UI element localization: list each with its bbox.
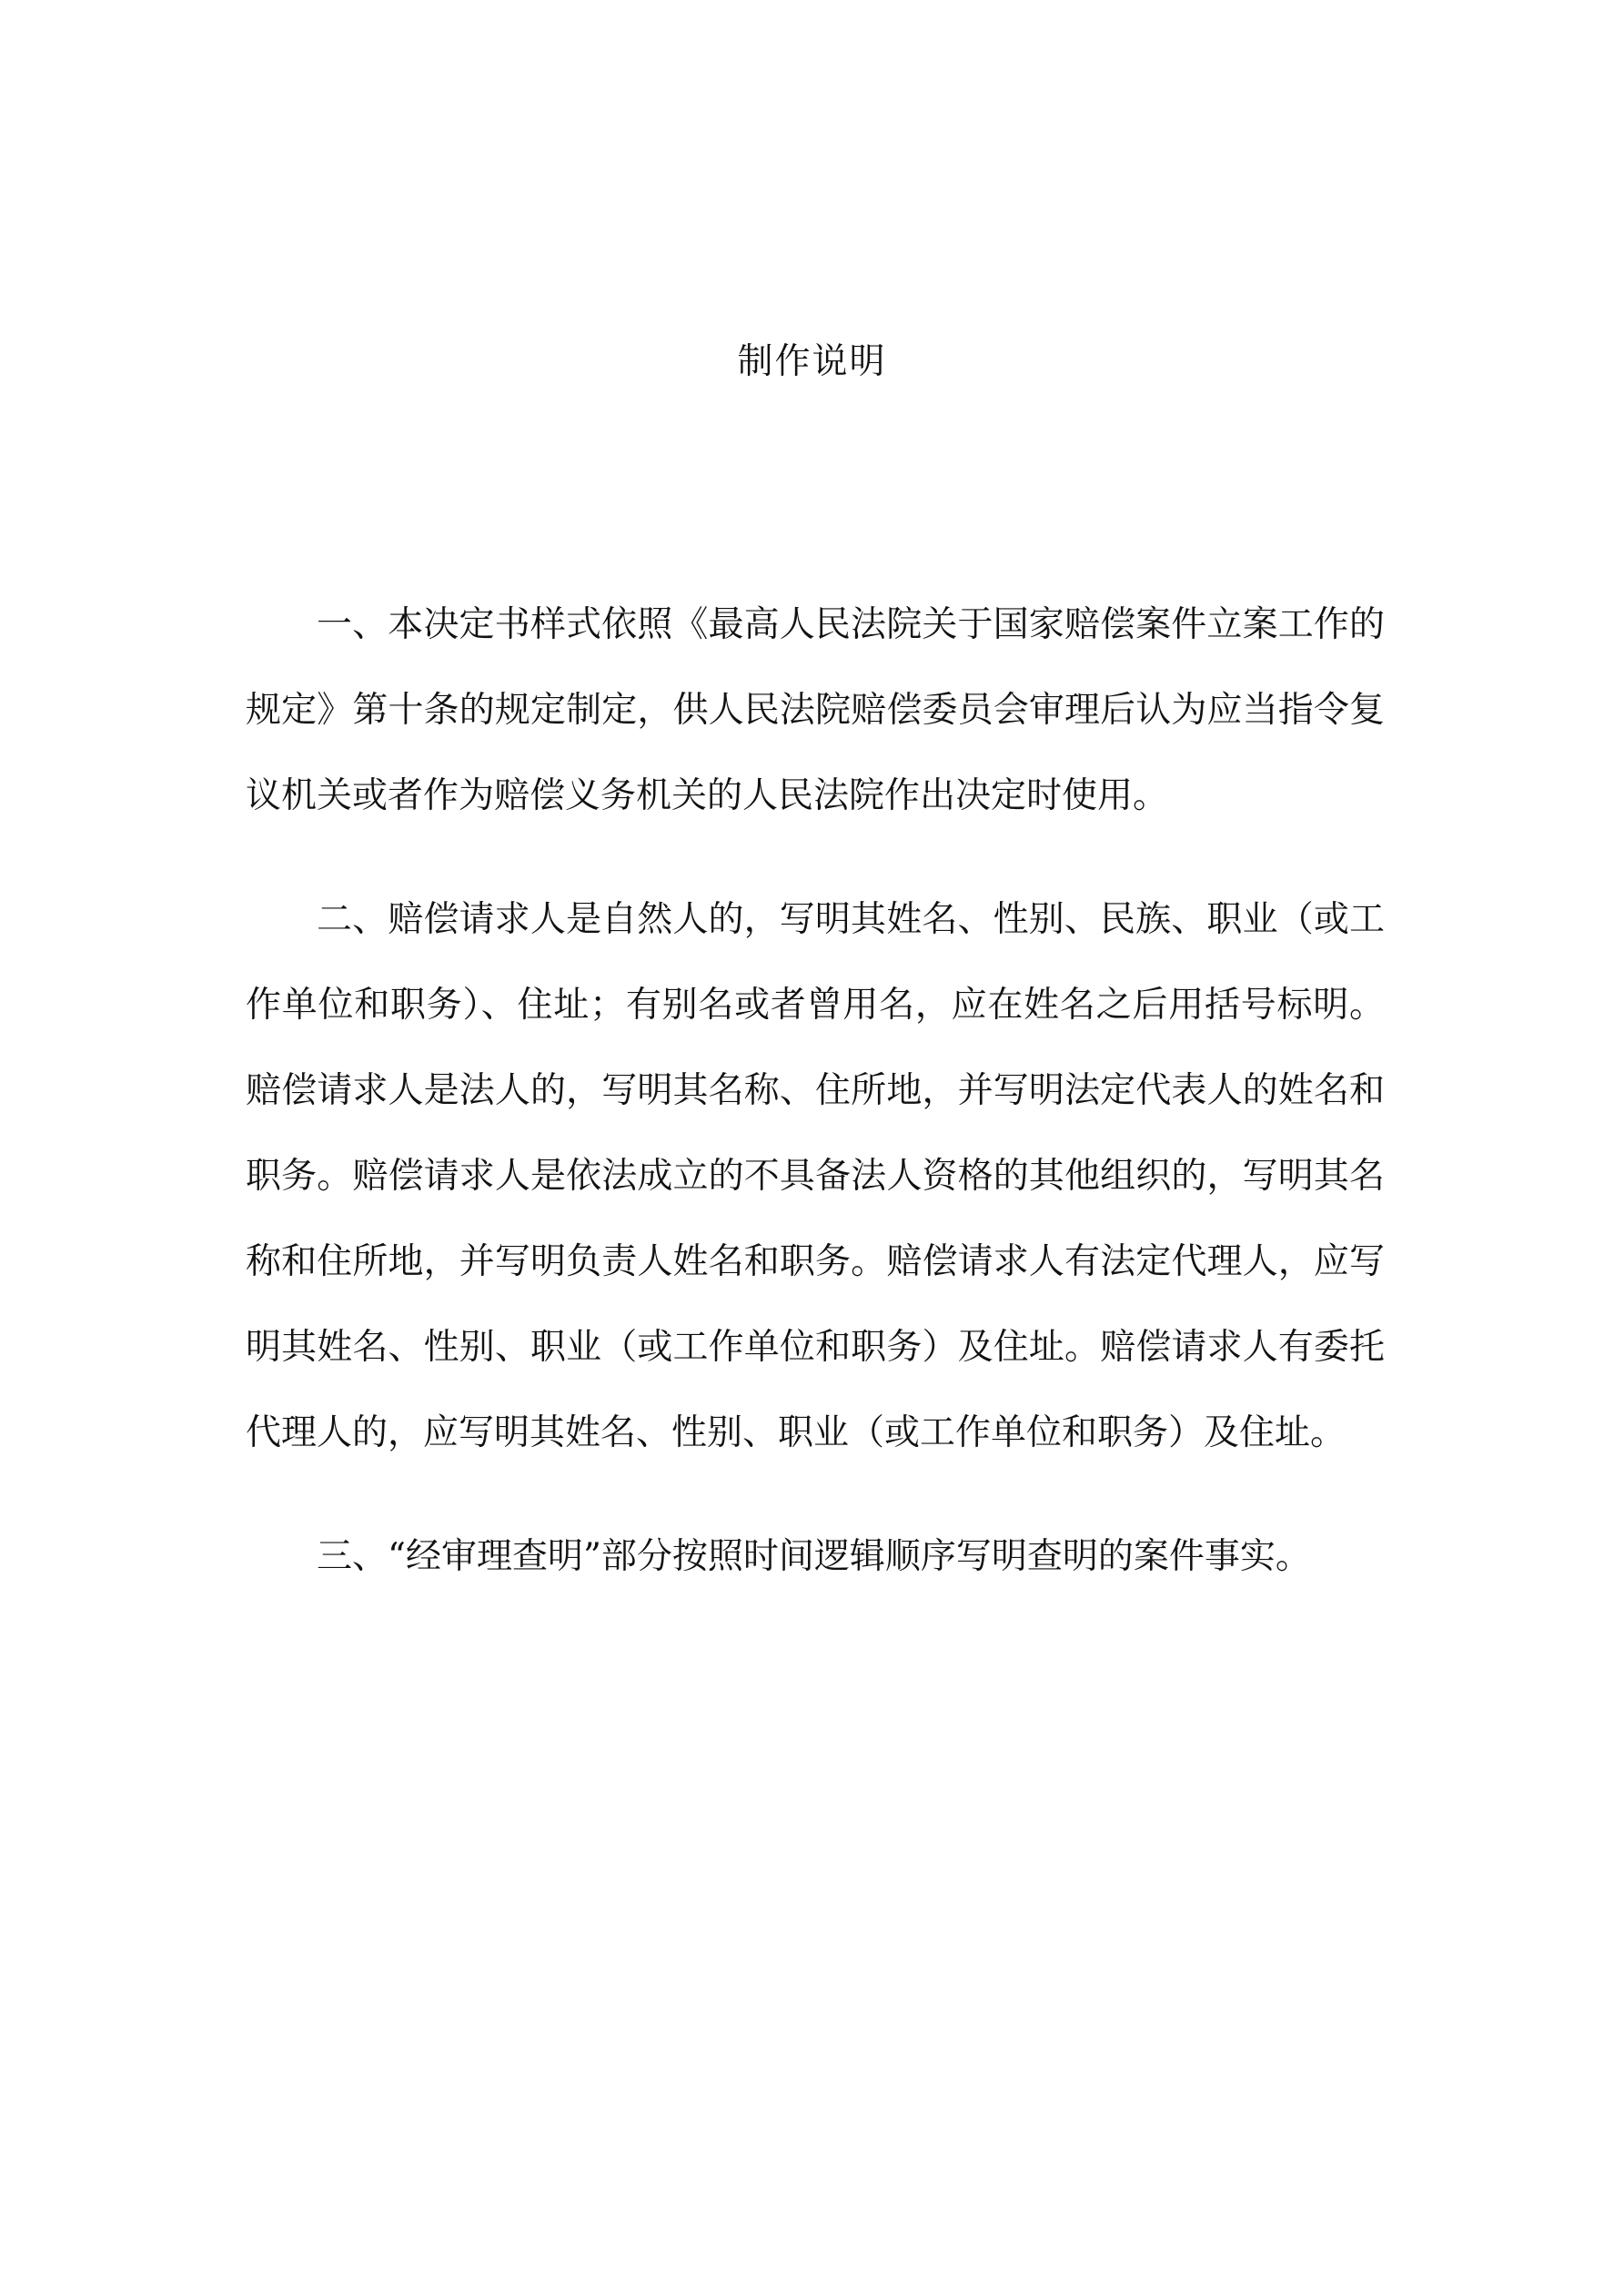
document-body	[246, 582, 1385, 1638]
document-title: 制作说明	[737, 341, 887, 382]
paragraph-1: 一、本决定书样式依照《最高人民法院关于国家赔偿案件立案工作的规定》第十条的规定制定，供人民法院赔偿委员会审理后认为应当指令复议机关或者作为赔偿义务机关的人民法院作出决定时使用。	[246, 604, 1385, 816]
paragraph-3: 三、“经审理查明”部分按照时间逻辑顺序写明查明的案件事实。	[317, 1536, 1311, 1577]
paragraph-2: 二、赔偿请求人是自然人的，写明其姓名、性别、民族、职业（或工作单位和职务）、住址；有别名或者曾用名，应在姓名之后用括号标明。赔偿请求人是法人的，写明其名称、住所地，并写明法定代表人的姓名和职务。赔偿请求人是依法成立的不具备法人资格的其他组织的，写明其名称和住所地，并写明负责人姓名和职务。赔偿请求人有法定代理人，应写明其姓名、性别、职业（或工作单位和职务）及住址。赔偿请求人有委托代理人的，应写明其姓名、性别、职业（或工作单位和职务）及住址。	[246, 899, 1385, 1453]
